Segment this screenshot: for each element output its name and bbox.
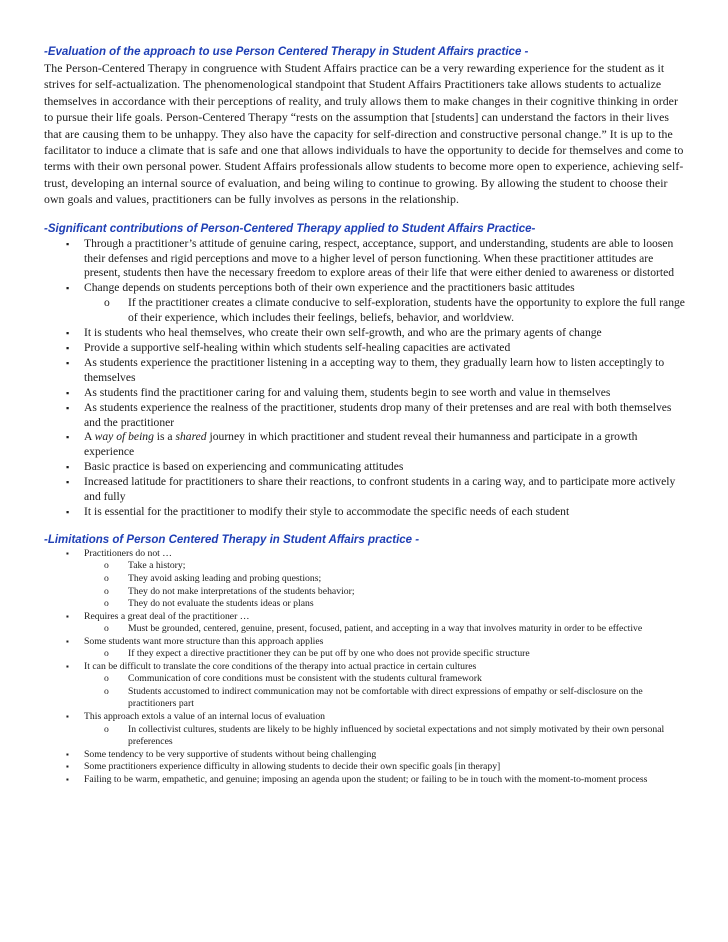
square-bullet-icon: ▪ xyxy=(66,328,70,339)
sub-list-item xyxy=(84,560,686,573)
list-item-text xyxy=(84,430,637,458)
sub-list-item xyxy=(84,648,686,661)
sub-list-item xyxy=(84,573,686,586)
list-item xyxy=(44,761,686,774)
list-item-text: As students experience the realness of the practitioner, students drop many of their pretenses and are real with both themselves and the practitioner xyxy=(84,400,672,429)
square-bullet-icon: ▪ xyxy=(66,343,70,353)
sub-list xyxy=(84,673,686,711)
circle-bullet-icon: o xyxy=(104,296,110,310)
sub-list-item xyxy=(84,296,686,326)
square-bullet-icon: ▪ xyxy=(66,711,69,721)
circle-bullet-icon: o xyxy=(104,560,109,572)
list-item-text: Some practitioners experience difficulty in allowing students to decide their own specific goals [in therapy] xyxy=(84,761,501,773)
square-bullet-icon: ▪ xyxy=(66,387,70,398)
sub-list-item-text: In collectivist cultures, students are likely to be highly influenced by societal expectations and not simply motivated by their own personal preferences xyxy=(128,723,665,748)
sub-list-item-text: They do not make interpretations of the students behavior; xyxy=(128,585,355,597)
list-item-text: Requires a great deal of the practitioner … xyxy=(84,610,250,622)
square-bullet-icon: ▪ xyxy=(66,477,70,488)
sub-list-item xyxy=(84,686,686,711)
square-bullet-icon: ▪ xyxy=(66,402,70,413)
sub-list-item-text: Communication of core conditions must be consistent with the students cultural framework xyxy=(128,673,482,685)
list-item xyxy=(44,611,686,636)
list-item xyxy=(44,711,686,749)
circle-bullet-icon: o xyxy=(104,623,109,635)
sub-list xyxy=(84,623,686,636)
text-run: shared xyxy=(175,430,207,444)
list-item-text: As students find the practitioner caring for and valuing them, students begin to see worth and value in themselves xyxy=(84,385,611,399)
list-item xyxy=(44,386,686,401)
square-bullet-icon: ▪ xyxy=(66,283,70,294)
list-item-text: Practitioners do not … xyxy=(84,547,172,559)
square-bullet-icon: ▪ xyxy=(66,432,70,443)
sub-list xyxy=(84,724,686,749)
list-item-text: Change depends on students perceptions both of their own experience and the practitioners basic attitudes xyxy=(84,281,575,295)
list-item-text: As students experience the practitioner listening in a accepting way to them, they gradually learn how to listen acceptingly to themselves xyxy=(84,355,665,384)
square-bullet-icon: ▪ xyxy=(66,774,69,784)
square-bullet-icon: ▪ xyxy=(66,506,70,517)
text-run: A xyxy=(84,430,95,444)
list-item xyxy=(44,661,686,711)
list-item xyxy=(44,774,686,787)
square-bullet-icon: ▪ xyxy=(66,238,70,249)
sub-list-item xyxy=(84,673,686,686)
list-item-text: Through a practitioner’s attitude of genuine caring, respect, acceptance, support, and understanding, students are able to loosen their defenses and rigid perceptions and move to a higher level of person functioning. When these practitioner attitudes are present, students then have the necessary freedom to explore areas of their life that were either denied to awareness or distorted xyxy=(84,236,675,280)
list-item-text: This approach extols a value of an internal locus of evaluation xyxy=(84,710,326,722)
evaluation-heading: -Evaluation of the approach to use Person Centered Therapy in Student Affairs practice - xyxy=(44,46,529,58)
list-item-text: It is students who heal themselves, who create their own self-growth, and who are the primary agents of change xyxy=(84,326,602,340)
contributions-heading: -Significant contributions of Person-Centered Therapy applied to Student Affairs Practice- xyxy=(44,222,536,235)
list-item xyxy=(44,505,686,520)
circle-bullet-icon: o xyxy=(104,598,109,610)
circle-bullet-icon: o xyxy=(104,723,109,735)
list-item xyxy=(44,356,686,386)
list-item xyxy=(44,548,686,611)
circle-bullet-icon: o xyxy=(104,572,109,584)
square-bullet-icon: ▪ xyxy=(66,762,69,772)
list-item xyxy=(44,460,686,475)
square-bullet-icon: ▪ xyxy=(66,661,69,671)
contributions-list xyxy=(44,237,686,520)
sub-list-item-text: If the practitioner creates a climate conducive to self-exploration, students have the opportunity to explore the full range of their experience, which includes their feelings, beliefs, behavior, and worldview. xyxy=(128,296,685,325)
list-item xyxy=(44,430,686,460)
list-item xyxy=(44,401,686,431)
text-run: journey in which practitioner and student reveal their humanness and participate in a growth experience xyxy=(84,430,638,459)
sub-list-item-text: Students accustomed to indirect communication may not be comfortable with direct expressions of empathy or self-disclosure on the practitioners part xyxy=(128,685,643,710)
sub-list-item xyxy=(84,598,686,611)
square-bullet-icon: ▪ xyxy=(66,749,69,759)
limitations-list xyxy=(44,548,686,786)
document-page xyxy=(44,44,686,786)
list-item xyxy=(44,749,686,762)
list-item-text: It can be difficult to translate the core conditions of the therapy into actual practice in certain cultures xyxy=(84,660,477,672)
text-run: is a xyxy=(153,430,176,444)
limitations-heading: -Limitations of Person Centered Therapy in Student Affairs practice - xyxy=(44,533,420,546)
sub-list xyxy=(84,560,686,610)
list-item-text: Provide a supportive self-healing within which students self-healing capacities are activated xyxy=(84,341,511,354)
limitations-section xyxy=(44,532,686,786)
text-run: way of being xyxy=(94,430,154,444)
list-item-text: It is essential for the practitioner to modify their style to accommodate the specific needs of each student xyxy=(84,504,570,518)
list-item-text: Failing to be warm, empathetic, and genuine; imposing an agenda upon the student; or failing to be in touch with the moment-to-moment process xyxy=(84,773,648,785)
contributions-section xyxy=(44,221,686,520)
sub-list-item-text: Take a history; xyxy=(128,560,186,572)
sub-list-item xyxy=(84,586,686,599)
sub-list-item xyxy=(84,724,686,749)
list-item-text: Some students want more structure than this approach applies xyxy=(84,635,324,647)
list-item xyxy=(44,341,686,356)
sub-list-item xyxy=(84,623,686,636)
list-item-text: Some tendency to be very supportive of students without being challenging xyxy=(84,748,377,760)
sub-list-item-text: If they expect a directive practitioner they can be put off by one who does not provide specific structure xyxy=(128,648,530,660)
sub-list-item-text: Must be grounded, centered, genuine, present, focused, patient, and accepting in a way that involves maturity in order to be effective xyxy=(128,623,643,635)
sub-list-item-text: They avoid asking leading and probing questions; xyxy=(128,572,322,584)
circle-bullet-icon: o xyxy=(104,673,109,685)
list-item xyxy=(44,475,686,505)
sub-list-item-text: They do not evaluate the students ideas or plans xyxy=(128,598,314,610)
circle-bullet-icon: o xyxy=(104,585,109,597)
evaluation-section xyxy=(44,44,686,208)
circle-bullet-icon: o xyxy=(104,685,109,697)
circle-bullet-icon: o xyxy=(104,648,109,660)
square-bullet-icon: ▪ xyxy=(66,357,70,368)
list-item-text: Basic practice is based on experiencing and communicating attitudes xyxy=(84,460,404,474)
sub-list xyxy=(84,296,686,326)
sub-list xyxy=(84,648,686,661)
square-bullet-icon: ▪ xyxy=(66,636,69,646)
list-item xyxy=(44,326,686,341)
list-item xyxy=(44,281,686,326)
square-bullet-icon: ▪ xyxy=(66,611,69,621)
square-bullet-icon: ▪ xyxy=(66,462,70,473)
evaluation-paragraph: The Person-Centered Therapy in congruence with Student Affairs practice can be a very rewarding experience for the student as it strives for self-actualization. The phenomenological standpoint that Student Affairs Practitioners take allows students to actualize themselves in accordance with their perceptions of reality, and truly allows them to make changes in their cognitive thinking in order to pursue their life goals. Person-Centered Therapy “rests on the assumption that [students] can understand the factors in their lives that are causing them to be unhappy. They also have the capacity for self-direction and constructive personal change.” It is up to the facilitator to induce a climate that is safe and one that allows individuals to have the opportunity to decide for themselves and come to terms with their own personal power. Student Affairs professionals allow students to become more open to experience, achieving self-trust, developing an internal source of evaluation, and being wiling to continue to growing. By allowing the student to choose their own goals and values, practitioners can be fully involves as persons in the relationship. xyxy=(44,61,684,207)
list-item xyxy=(44,237,686,282)
square-bullet-icon: ▪ xyxy=(66,548,69,558)
list-item xyxy=(44,636,686,661)
list-item-text: Increased latitude for practitioners to share their reactions, to confront students in a caring way, and to participate more actively and fully xyxy=(84,475,676,504)
